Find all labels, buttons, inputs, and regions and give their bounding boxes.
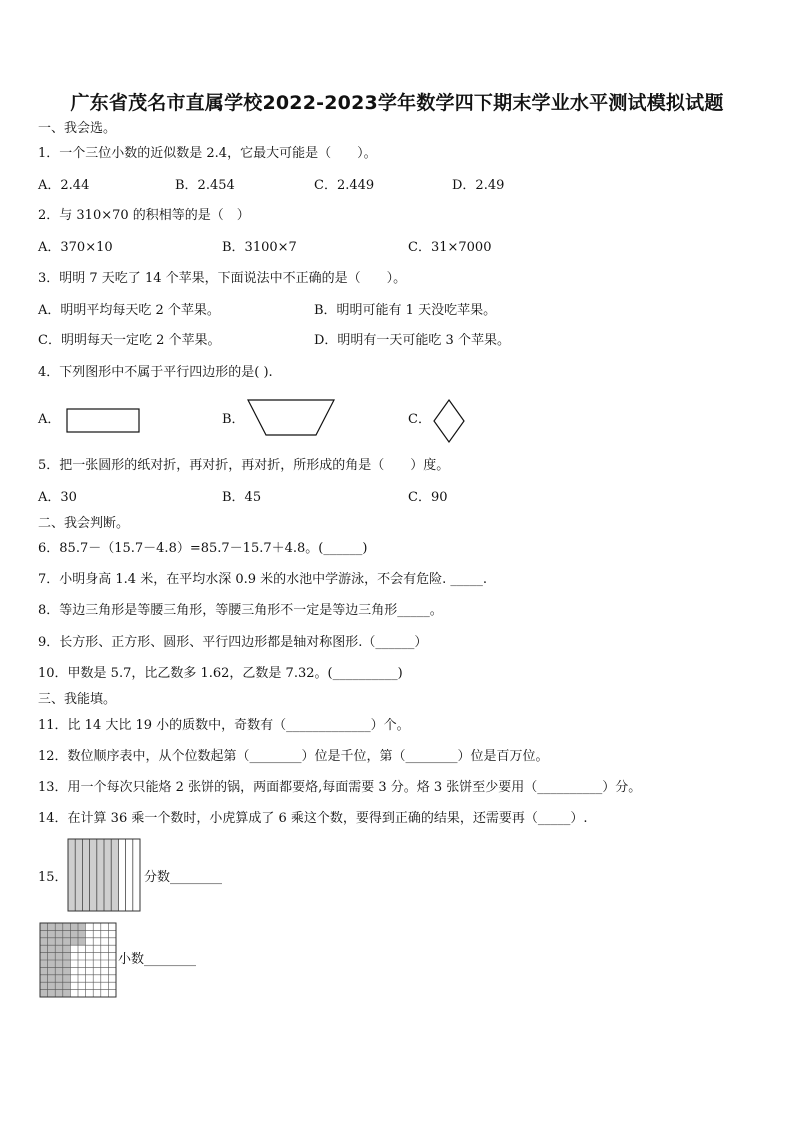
question-10: 10．甲数是 5.7，比乙数多 1.62，乙数是 7.32。(__________) — [38, 666, 403, 681]
question-14: 14．在计算 36 乘一个数时，小虎算成了 6 乘这个数，要得到正确的结果，还需要再（_____）. — [38, 811, 588, 826]
question-13: 13．用一个每次只能烙 2 张饼的锅，两面都要烙,每面需要 3 分。烙 3 张饼至少要用（__________）分。 — [38, 780, 642, 795]
q5-option-c[interactable]: C．90 — [408, 490, 448, 505]
q1-option-d[interactable]: D．2.49 — [452, 178, 505, 193]
q4-option-a[interactable]: A． — [38, 412, 61, 427]
question-8: 8．等边三角形是等腰三角形，等腰三角形不一定是等边三角形_____。 — [38, 603, 443, 618]
q2-option-c[interactable]: C．31×7000 — [408, 240, 492, 255]
rhombus-shape-icon — [432, 398, 466, 444]
question-9: 9．长方形、正方形、圆形、平行四边形都是轴对称图形.（______） — [38, 635, 428, 650]
q2-option-b[interactable]: B．3100×7 — [222, 240, 297, 255]
section-3-heading: 三、我能填。 — [38, 692, 117, 707]
q3-option-c[interactable]: C．明明每天一定吃 2 个苹果。 — [38, 333, 221, 348]
question-1: 1．一个三位小数的近似数是 2.4，它最大可能是（ ）。 — [38, 146, 377, 161]
q3-option-a[interactable]: A．明明平均每天吃 2 个苹果。 — [38, 303, 220, 318]
page-title: 广东省茂名市直属学校2022-2023学年数学四下期末学业水平测试模拟试题 — [70, 92, 724, 114]
trapezoid-shape-icon — [246, 398, 338, 438]
question-15-number: 15． — [38, 870, 68, 885]
fraction-answer-label: 分数________ — [144, 870, 223, 885]
question-12: 12．数位顺序表中，从个位数起第（________）位是千位，第（________）位是百万位。 — [38, 749, 549, 764]
question-11: 11．比 14 大比 19 小的质数中，奇数有（_____________）个。 — [38, 718, 410, 733]
q5-option-b[interactable]: B．45 — [222, 490, 262, 505]
section-1-heading: 一、我会选。 — [38, 121, 117, 136]
q1-option-c[interactable]: C．2.449 — [314, 178, 375, 193]
question-2: 2．与 310×70 的积相等的是（ ） — [38, 208, 250, 223]
rectangle-shape-icon — [66, 408, 142, 434]
q3-option-b[interactable]: B．明明可能有 1 天没吃苹果。 — [314, 303, 497, 318]
q2-option-a[interactable]: A．370×10 — [38, 240, 113, 255]
section-2-heading: 二、我会判断。 — [38, 516, 130, 531]
q1-option-b[interactable]: B．2.454 — [175, 178, 235, 193]
question-4: 4．下列图形中不属于平行四边形的是( ). — [38, 365, 273, 380]
decimal-answer-label: 小数________ — [118, 952, 197, 967]
q4-option-b[interactable]: B． — [222, 412, 245, 427]
q3-option-d[interactable]: D．明明有一天可能吃 3 个苹果。 — [314, 333, 510, 348]
q4-option-c[interactable]: C． — [408, 412, 431, 427]
question-3: 3．明明 7 天吃了 14 个苹果，下面说法中不正确的是（ ）。 — [38, 271, 407, 286]
q1-option-a[interactable]: A．2.44 — [38, 178, 90, 193]
fraction-strip-figure — [67, 838, 141, 912]
question-6: 6．85.7－（15.7－4.8）=85.7－15.7＋4.8。(______) — [38, 541, 368, 556]
q5-option-a[interactable]: A．30 — [38, 490, 77, 505]
question-7: 7．小明身高 1.4 米，在平均水深 0.9 米的水池中学游泳，不会有危险. _____. — [38, 572, 488, 587]
question-5: 5．把一张圆形的纸对折，再对折，再对折，所形成的角是（ ）度。 — [38, 458, 450, 473]
decimal-grid-figure — [39, 922, 117, 998]
